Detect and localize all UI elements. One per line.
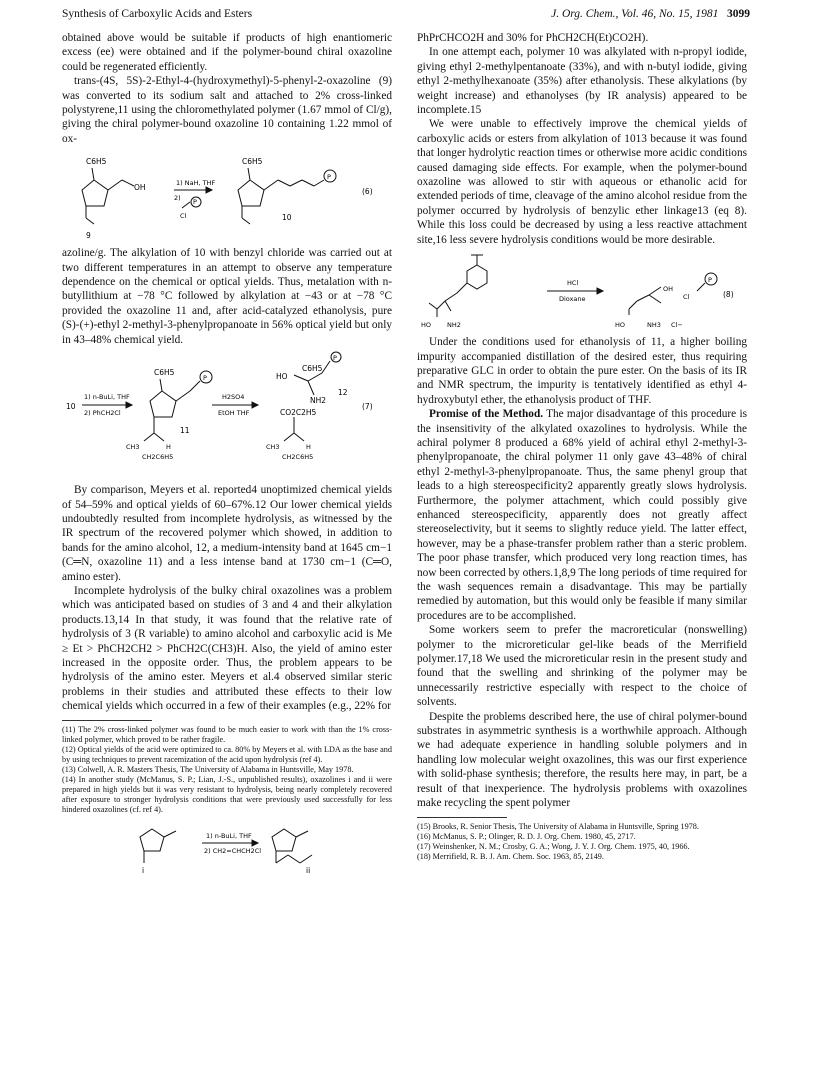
- reagent-label: H2SO4: [222, 393, 245, 402]
- paragraph: In one attempt each, polymer 10 was alkylated with n-propyl iodide, giving ethyl 2-methylpentanoate (33%), and with n-butyl iodide, giving ethyl 2-methylhexanoate (35%) after ethanolysis. These alkylations (by weight increase) and ethanolyses (by IR analysis) appeared to be incomplete.15: [417, 46, 747, 117]
- reagent-label: 2) CH2=CHCH2Cl: [204, 846, 262, 855]
- hydroxyl-label: OH: [663, 285, 674, 294]
- paragraph: trans-(4S, 5S)-2-Ethyl-4-(hydroxymethyl)-5-phenyl-2-oxazoline (9) was converted to its sodium salt and attached to 2% cross-linked polystyrene,11 using the chloromethylated polymer (1.67 mmol of Cl/g), giving the chiral polymer-bound oxazoline 10 containing 1.22 mmol of ox-: [62, 75, 392, 145]
- reagent-label: 1) n-BuLi, THF: [206, 831, 252, 840]
- ammonium-label: NH3: [647, 321, 661, 330]
- footnote: (11) The 2% cross-linked polymer was found to be much easier to work with than the 1% cross-linked polymer, which proved to be rather fragile.: [62, 724, 392, 744]
- oxazoline-ring: [140, 829, 164, 851]
- equation-number: (7): [362, 402, 373, 412]
- phenyl-label: C6H5: [242, 157, 263, 167]
- journal-citation: J. Org. Chem., Vol. 46, No. 15, 1981: [551, 8, 719, 20]
- scheme-footnote: [62, 819, 392, 875]
- reagent-label: 1) n-BuLi, THF: [84, 393, 130, 402]
- reagent-label: Dioxane: [559, 295, 586, 304]
- phenyl-label: C6H5: [302, 364, 323, 374]
- equation-number: (6): [362, 187, 373, 197]
- methyl-label: CH3: [126, 443, 140, 452]
- paragraph: obtained above would be suitable if products of high enantiomeric excess (ee) were obtained and if the polymer-bound chiral oxazoline could be regenerated efficiently.: [62, 32, 392, 73]
- scheme-eq8-drawing: [417, 251, 747, 331]
- paragraph: Under the conditions used for ethanolysis of 11, a higher boiling impurity accompanied distillation of the desired ester, thus requiring preparative GLC in order to obtain the pure ester. On the basis of its IR and NMR spectrum, the impurity is tentatively identified as ethyl 4-hydroxybutyl ether, the ethanolysis product of THF.: [417, 336, 747, 406]
- footnote-rule: [62, 720, 152, 721]
- right-column: [417, 31, 747, 862]
- methyl-label: CH3: [266, 443, 280, 452]
- reagent-label: 2): [174, 194, 181, 203]
- polymer-label: P: [193, 198, 197, 207]
- oxazoline-ring: [238, 180, 264, 206]
- hydroxyl-label: HO: [421, 321, 432, 330]
- footnote: (13) Colwell, A. R. Masters Thesis, The University of Alabama in Huntsville, May 1978.: [62, 764, 354, 774]
- chloride-label: Cl: [683, 293, 690, 302]
- polymer-label: P: [708, 276, 712, 285]
- scheme-footnote-drawing: [62, 819, 392, 875]
- footnote: (15) Brooks, R. Senior Thesis, The University of Alabama in Huntsville, Spring 1978.: [417, 821, 699, 831]
- reagent-label: EtOH THF: [218, 409, 250, 418]
- hydroxyl-label: HO: [276, 372, 288, 382]
- footnote: (18) Merrifield, R. B. J. Am. Chem. Soc. 1963, 85, 2149.: [417, 851, 604, 861]
- footnote-rule: [417, 817, 507, 818]
- polymer-label: P: [203, 374, 207, 383]
- phenyl-label: C6H5: [154, 368, 175, 378]
- scheme-eq6: [62, 150, 392, 242]
- footnote: (16) McManus, S. P.; Olinger, R. D. J. Org. Chem. 1980, 45, 2717.: [417, 831, 636, 841]
- section-heading: Promise of the Method.: [429, 408, 544, 421]
- hydrogen-label: H: [306, 443, 311, 452]
- equation-number: (8): [723, 290, 734, 300]
- polymer-label: P: [333, 354, 337, 363]
- paragraph: Incomplete hydrolysis of the bulky chiral oxazolines was a problem which was anticipated based on studies of 3 and 4 and their alkylation products.13,14 In that study, it was found that the relative rate of hydrolysis of 3 (R variable) to amino alcohol and carboxylic acid is Me ≥ Et > PhCH2CH2 > PhCH2C(CH3)H. Also, the yield of amino ester increased in the opposite order. Thus, the problem appears to be hydrolysis of the amino ester. Meyers et al.4 observed similar steric problems in their studies and attributed these effects to their low chemical yields which occurred in a few of their examples (e.g., 22% for: [62, 584, 392, 713]
- footnote: (14) In another study (McManus, S. P.; Lian, J.-S., unpublished results), oxazolines i and ii were prepared in high yields but ii was very resistant to hydrolysis, being nearly completely recovered after exposure to stronger hydrolysis conditions that were previously used successfully for less hindered oxazolines (cf. ref 4).: [62, 774, 392, 814]
- oxazoline-ring: [82, 180, 108, 206]
- chloride-label: Cl−: [671, 321, 683, 330]
- hydroxyl-label: OH: [134, 183, 146, 193]
- chloride-label: Cl: [180, 212, 187, 221]
- amine-label: NH2: [310, 396, 327, 406]
- footnote: (17) Weinshenker, N. M.; Crosby, G. A.; Wong, J. Y. J. Org. Chem. 1975, 40, 1966.: [417, 841, 690, 851]
- reagent-label: 2) PhCH2Cl: [84, 409, 121, 418]
- oxazoline-ring: [150, 391, 176, 417]
- hydroxyl-label: HO: [615, 321, 626, 330]
- scheme-eq8: [417, 251, 747, 331]
- paragraph: Some workers seem to prefer the macroreticular (nonswelling) polymer to the microreticular gel-like beads of the Merrifield polymer.17,18 We used the microreticular resin in the present study and found that the swelling and shrinking of the polymer may be unnecessarily restrictive especially with respect to the choice of solvents.: [417, 624, 747, 709]
- reagent-label: HCl: [567, 279, 579, 288]
- running-header-left: Synthesis of Carboxylic Acids and Esters: [62, 8, 253, 20]
- benzyl-label: CH2C6H5: [282, 453, 314, 462]
- paragraph: We were unable to effectively improve the chemical yields of carboxylic acids or esters from alkylation of 1013 because it was found that longer hydrolytic reaction times or otherwise more acidic conditions caused damaging side effects. For example, when the polymer-bound oxazoline was allowed to stir with aqueous or ethanolic acid for extended periods of time, cleavage of the amino alcohol residue from the polymer occurred by hydrolysis of benzylic ether linkage13 (eq 8). While this loss could be decreased by using a less reactive attachment site,16 less severe hydrolysis conditions would be more desirable.: [417, 118, 747, 246]
- running-header-right: [551, 8, 750, 20]
- compound-number: 9: [86, 231, 91, 241]
- scheme-eq7-drawing: [62, 351, 392, 479]
- compound-number: 12: [338, 388, 348, 398]
- compound-number: i: [142, 865, 145, 875]
- page-number: 3099: [727, 8, 750, 20]
- ester-label: CO2C2H5: [280, 408, 317, 418]
- paragraph: azoline/g. The alkylation of 10 with benzyl chloride was carried out at two different temperatures in an attempt to observe any temperature dependence on the chemical or optical yields. Thus, metalation with n-butyllithium at −78 °C followed by alkylation at −43 or at −78 °C provided the oxazoline 11 and, after acid-catalyzed ethanolysis, pure (S)-(+)-ethyl 2-methyl-3-phenylpropanoate in 56% optical yield but only in 43–48% chemical yield.: [62, 247, 392, 346]
- scheme-eq7: [62, 351, 392, 479]
- compound-number: ii: [306, 865, 311, 875]
- hydrogen-label: H: [166, 443, 171, 452]
- amine-label: NH2: [447, 321, 461, 330]
- oxazoline-ring: [272, 829, 296, 851]
- compound-number: 10: [66, 402, 76, 412]
- reagent-label: 1) NaH, THF: [176, 179, 216, 188]
- benzene-ring: [467, 265, 487, 289]
- paragraph: PhPrCHCO2H and 30% for PhCH2CH(Et)CO2H).: [417, 32, 649, 44]
- paragraph: Despite the problems described here, the use of chiral polymer-bound substrates in asymmetric synthesis is a worthwhile approach. Although we had adequate experience in handling soluble polymers and in handling low molecular weight oxazolines, this was our first experience with solid-phase synthesis; therefore, the results here may, in part, be a result of that inexperience. The hydrolysis problems with oxazolines make recycling the spent polymer: [417, 710, 747, 810]
- footnote: (12) Optical yields of the acid were optimized to ca. 80% by Meyers et al. with LDA as the base and by using techniques to prevent racemization of the acid upon hydrolysis (ref 4).: [62, 744, 392, 764]
- phenyl-label: C6H5: [86, 157, 107, 167]
- paragraph-body: The major disadvantage of this procedure is the insensitivity of the alkylated oxazolines to hydrolysis. While the achiral polymer 8 produced a 68% yield of achiral ethyl 2-methyl-3-phenylpropanoate, the chiral polymer 11 only gave 43–48% of chiral ethyl 2-methyl-3-phenylpropanoate. Thus, the same phenyl group that leads to a high stereospecificity2 apparently greatly slows hydrolysis. Furthermore, the polymer attachment, which could possibly give enhanced stereospecificity, apparently does not greatly affect stereoselectivity, but it seems to slightly reduce yield. The latter effect, however, may be a phase-transfer problem rather than a steric problem. The poor phase transfer, which produced very long reaction times, has now been corrected by others.1,8,9 The long periods of time required for the wash sequences remain a disadvantage. This may be partially remedied by automation, but this would only be feasible if many similar procedures are to be accomplished.: [417, 408, 747, 622]
- scheme-eq6-drawing: [62, 150, 392, 242]
- benzyl-label: CH2C6H5: [142, 453, 174, 462]
- polymer-label: P: [327, 173, 331, 182]
- paragraph: By comparison, Meyers et al. reported4 unoptimized chemical yields of 54–59% and optical yields of 60–67%.12 Our lower chemical yields undoubtedly resulted from incomplete hydrolysis, as witnessed by the IR spectrum of the recovered polymer which showed, in addition to bands for the amino alcohol, 12, a medium-intensity band at 1645 cm−1 (C═N, oxazoline 11) and a less intense band at 1730 cm−1 (C═O, amino ester).: [62, 484, 392, 583]
- left-column: [62, 31, 392, 879]
- compound-number: 10: [282, 213, 292, 223]
- paragraph: [417, 407, 747, 623]
- compound-number: 11: [180, 426, 190, 436]
